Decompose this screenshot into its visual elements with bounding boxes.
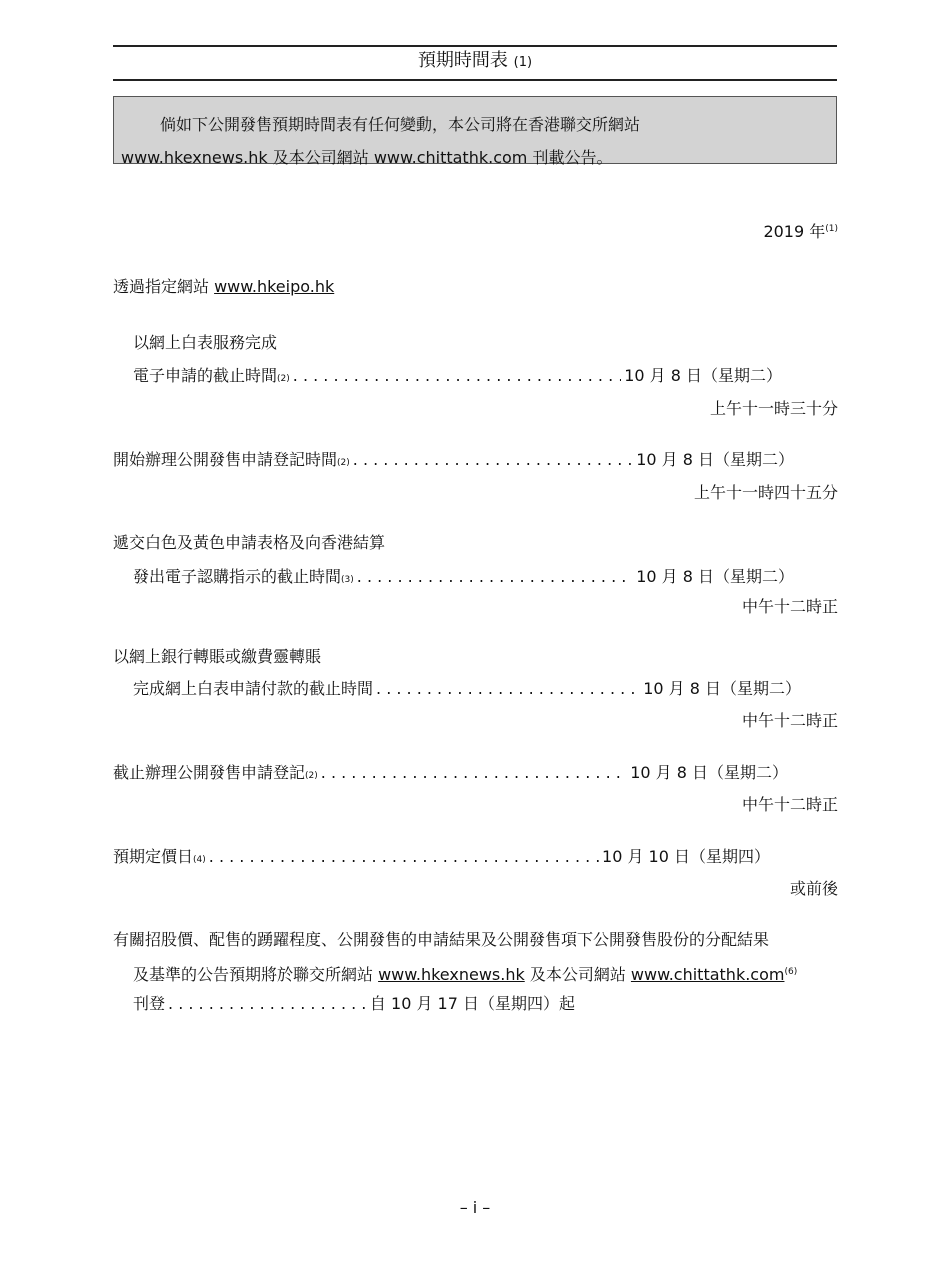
entry-note: (3) <box>341 575 354 585</box>
chittathk-link[interactable]: www.chittathk.com <box>630 965 785 984</box>
entry-heading: 以網上銀行轉賬或繳費靈轉賬 <box>113 647 322 666</box>
announcement-text: 及本公司網站 <box>524 965 631 984</box>
dot-leader <box>376 679 640 699</box>
dot-leader <box>293 366 621 386</box>
entry-row <box>113 450 794 473</box>
entry-label: 電子申請的截止時間 <box>133 366 278 385</box>
entry-row <box>133 679 801 699</box>
entry-label: 刊登 <box>133 994 166 1013</box>
entry-label: 完成網上白表申請付款的截止時間 <box>133 679 374 698</box>
entry-label: 發出電子認購指示的截止時間 <box>133 567 342 586</box>
entry-date: 10 月 8 日（星期二） <box>643 679 801 698</box>
entry-date: 10 月 8 日（星期二） <box>636 450 794 469</box>
entry-time: 中午十二時正 <box>741 711 838 730</box>
notice-line-2: www.hkexnews.hk 及本公司網站 www.chittathk.com 刊載公告。 <box>121 148 613 167</box>
entry-date: 10 月 8 日（星期二） <box>624 366 782 385</box>
dot-leader <box>209 847 599 867</box>
entry-row <box>133 567 794 590</box>
entry-date: 10 月 10 日（星期四） <box>602 847 770 866</box>
hkeipo-link[interactable]: www.hkeipo.hk <box>214 277 335 296</box>
entry-time: 中午十二時正 <box>741 597 838 616</box>
page-number: – i – <box>459 1198 491 1217</box>
entry-date: 10 月 8 日（星期二） <box>636 567 794 586</box>
entry-row <box>113 763 788 786</box>
notice-line-1: 倘如下公開發售預期時間表有任何變動，本公司將在香港聯交所網站 <box>160 115 641 134</box>
entry-row <box>113 847 770 870</box>
announcement-line-1: 有關招股價、配售的踴躍程度、公開發售的申請結果及公開發售項下公開發售股份的分配結果 <box>113 930 770 949</box>
via-label: 透過指定網站 <box>113 277 215 296</box>
year-header <box>763 219 838 242</box>
page-title <box>0 51 950 73</box>
title-rule <box>113 79 837 81</box>
announcement-line-2 <box>133 962 797 985</box>
dot-leader <box>168 994 367 1014</box>
entry-heading: 以網上白表服務完成 <box>133 333 278 352</box>
title-note: (1) <box>513 55 533 70</box>
entry-note: (2) <box>277 374 290 384</box>
entry-date: 10 月 8 日（星期二） <box>630 763 788 782</box>
via-website <box>113 277 334 297</box>
entry-note: (4) <box>193 855 206 865</box>
entry-time: 或前後 <box>789 879 838 898</box>
entry-label: 預期定價日 <box>113 847 194 866</box>
dot-leader <box>357 567 633 587</box>
dot-leader <box>353 450 633 470</box>
entry-date: 自 10 月 17 日（星期四）起 <box>369 994 575 1013</box>
announcement-text: 及基準的公告預期將於聯交所網站 <box>133 965 379 984</box>
dot-leader <box>321 763 627 783</box>
entry-time: 上午十一時四十五分 <box>693 483 838 502</box>
top-rule <box>113 45 837 47</box>
entry-note: (2) <box>337 458 350 468</box>
year-note: (1) <box>825 224 838 234</box>
entry-label: 開始辦理公開發售申請登記時間 <box>113 450 338 469</box>
entry-time: 中午十二時正 <box>741 795 838 814</box>
entry-heading: 遞交白色及黃色申請表格及向香港結算 <box>113 533 386 552</box>
entry-row <box>133 366 782 389</box>
year-text: 2019 年 <box>763 222 826 241</box>
entry-label: 截止辦理公開發售申請登記 <box>113 763 306 782</box>
title-text: 預期時間表 <box>417 50 508 71</box>
announcement-note: (6) <box>784 967 798 977</box>
entry-time: 上午十一時三十分 <box>709 399 838 418</box>
hkexnews-link[interactable]: www.hkexnews.hk <box>378 965 525 984</box>
announcement-row <box>133 994 575 1014</box>
entry-note: (2) <box>305 771 318 781</box>
